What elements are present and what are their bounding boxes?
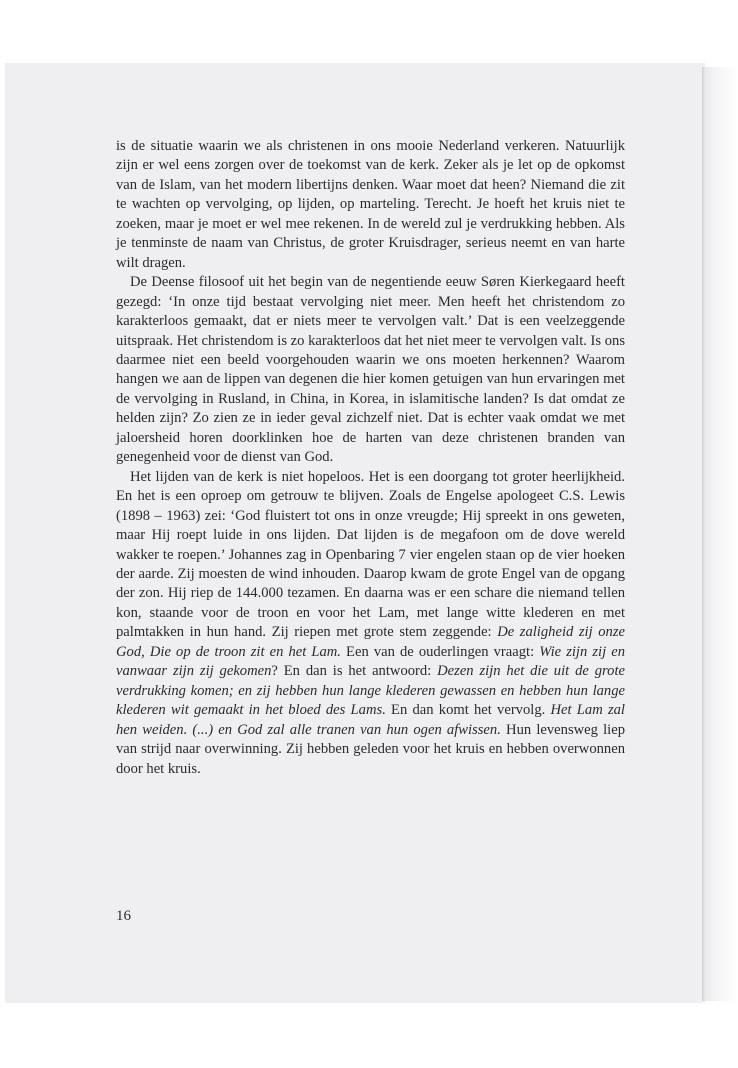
quote-italic: Het Lam zal hen weiden. (...) en God zal alle tranen van hun ogen afwissen. — [116, 702, 625, 738]
quote-italic: Dezen zijn het die uit de grote verdrukking komen; en zij hebben hun lange klederen gewassen en hebben hun lange klederen wit gemaakt in het bloed des Lams. — [116, 663, 625, 719]
page-number: 16 — [116, 908, 131, 924]
quote-italic: Wie zijn zij en vanwaar zijn zij gekomen — [116, 643, 626, 680]
paragraph-1: is de situatie waarin we als christenen in ons mooie Nederland verkeren. Natuurlijk zijn er wel eens zorgen over de toekomst van de kerk. Zeker als je let op de opkomst van de Islam, van het modern libertijns denken. Waar moet dat heen? Niemand die zit te wachten op vervolging, op lijden, op marteling. Terecht. Je hoeft het kruis niet te zoeken, maar je moet er wel mee rekenen. In de wereld zul je verdrukking hebben. Als je tenminste de naam van Christus, de groter Kruisdrager, serieus neemt en van harte wilt dragen. — [116, 138, 625, 271]
body-text — [116, 137, 625, 779]
paragraph-3-text: Het lijden van de kerk is niet hopeloos. Het is een doorgang tot groter heerlijkheid. En het is een oproep om getrouw te blijven. Zoals de Engelse apologeet C.S. Lewis (1898 – 1963) zei: ‘God fluistert tot ons in onze vreugde; Hij spreekt in ons geweten, maar Hij roept luide in ons lijden. Dat lijden is de megafoon om de dove wereld wakker te roepen.’ Johannes zag in Openbaring 7 vier engelen staan op de vier hoeken der aarde. Zij moesten de wind inhouden. Daarop kwam de grote Engel van de opgang der zon. Hij riep de 144.000 tezamen. En daarna was er een schare die niemand tellen kon, staande voor de troon en voor het Lam, met lange witte klederen en met palmtakken in hun hand. Zij riepen met grote stem zeggende: — [116, 468, 625, 641]
page-edge-shadow — [702, 67, 738, 1001]
paragraph-3-text: En dan komt het vervolg. — [385, 702, 551, 719]
paragraph-3-text: Een van de ouderlingen vraagt: — [340, 643, 540, 660]
quote-italic: De zaligheid zij onze God, Die op de troon zit en het Lam. — [116, 624, 625, 660]
paragraph-3-text: ? En dan is het antwoord: — [271, 663, 438, 680]
paragraph-3 — [116, 468, 625, 779]
paragraph-2: De Deense filosoof uit het begin van de negentiende eeuw Søren Kierkegaard heeft gezegd: ‘In onze tijd bestaat vervolging niet meer. Men heeft het christendom zo karakterloos gemaakt, dat er niets meer te vervolgen valt.’ Dat is een veelzeggende uitspraak. Het christendom is zo karakterloos dat het niet meer te vervolgen valt. Is ons daarmee niet een beeld voorgehouden waarin we ons moeten herkennen? Waarom hangen we aan de lippen van degenen die hier komen getuigen van hun ervaringen met de vervolging in Rusland, in China, in Korea, in islamitische landen? Is dat omdat ze helden zijn? Zo zien ze in ieder geval zichzelf niet. Dat is echter vaak omdat we met jaloersheid horen doorklinken hoe de harten van deze christenen branden van genegenheid voor de dienst van God. — [116, 274, 626, 466]
paragraph-3-text: Hun levensweg liep van strijd naar overwinning. Zij hebben geleden voor het kruis en hebben overwonnen door het kruis. — [116, 721, 626, 777]
